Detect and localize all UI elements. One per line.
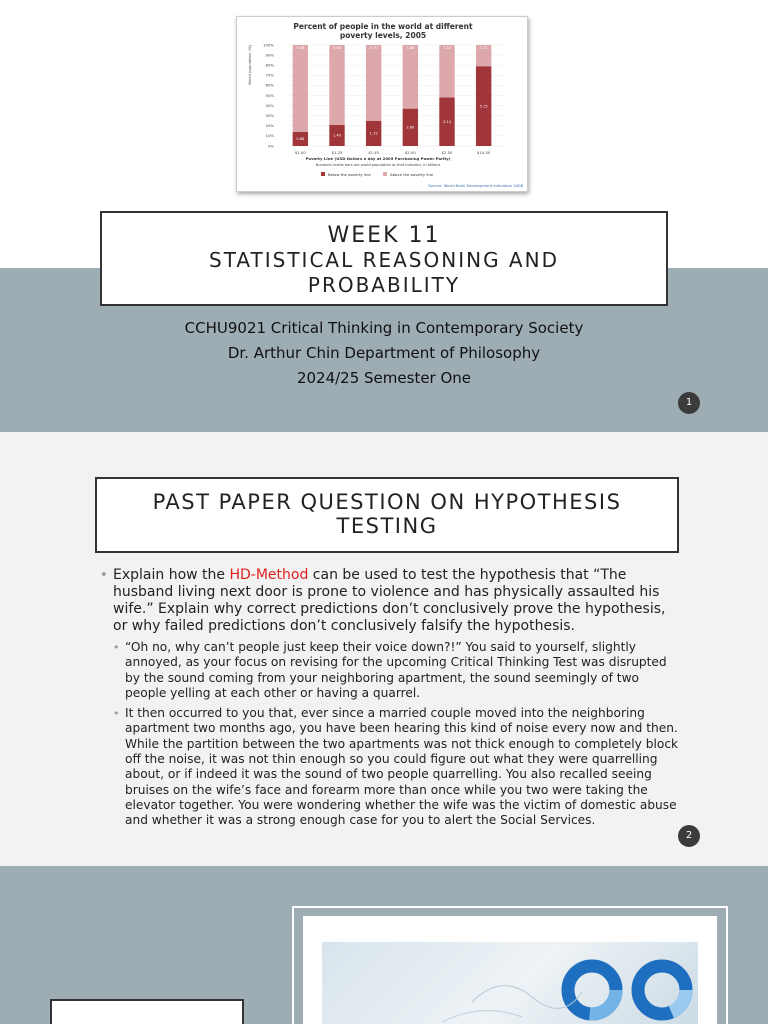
y-tick-label: 70% xyxy=(265,72,274,78)
main-bullet xyxy=(100,567,680,635)
slide-2-title-line2: TESTING xyxy=(336,514,438,538)
chart-xlabel-note: Numbers inside bars are world population at that indicator, in billions xyxy=(315,163,441,167)
bar-label-above: 5.86 xyxy=(332,46,342,50)
topic-title-line1: STATISTICAL REASONING AND xyxy=(209,248,559,272)
hd-method-highlight: HD-Method xyxy=(229,567,309,583)
bar-label-below: 0.88 xyxy=(296,137,305,142)
page-number-badge: 1 xyxy=(678,392,700,414)
course-name: CCHU9021 Critical Thinking in Contemporary Society xyxy=(184,319,584,337)
bar-above xyxy=(439,45,454,98)
poverty-chart xyxy=(236,16,528,192)
y-tick-label: 0% xyxy=(267,143,274,149)
slide-3-title-box xyxy=(50,999,244,1024)
semester: 2024/25 Semester One xyxy=(296,369,472,387)
bar-label-below: 2.60 xyxy=(406,125,415,130)
legend-swatch-above xyxy=(383,172,387,176)
x-tick-label: $1.00 xyxy=(294,150,306,155)
legend-label-above: Above the poverty line xyxy=(390,172,434,177)
slide-1 xyxy=(0,0,768,432)
x-tick-label: $1.25 xyxy=(331,150,343,155)
page-number-badge: 2 xyxy=(678,825,700,847)
course-info xyxy=(0,316,768,391)
bullet-text-post: can be used to test the hypothesis that “The husband living next door is prone to violence and has physically assaulted his wife.” Explain why correct predictions don’t conclusively prove the hypothesis, or why failed predictions don’t conclusively falsify the hypothesis. xyxy=(113,567,666,634)
topic-title-line2: PROBABILITY xyxy=(307,273,461,297)
sub-bullet-1: • “Oh no, why can’t people just keep their voice down?!” You said to yourself, slightly annoyed, as your focus on revising for the upcoming Critical Thinking Test was disrupted by the sound coming from your neighboring apartment, the sound seemingly of two people yelling at each other or having a quarrel. xyxy=(100,640,680,701)
bar-label-below: 5.15 xyxy=(479,104,488,109)
bar-above xyxy=(403,45,418,109)
slide-1-title-box xyxy=(100,211,668,306)
bar-label-above: 1.72 xyxy=(479,46,488,50)
slide-2-title-box xyxy=(95,477,679,553)
donut-chart-icon xyxy=(322,942,698,1024)
y-tick-label: 40% xyxy=(265,102,274,108)
bar-label-below: 1.40 xyxy=(332,133,342,138)
y-tick-label: 80% xyxy=(265,62,274,68)
chart-ylabel: World population (%) xyxy=(247,44,252,86)
bar-label-below: 3.14 xyxy=(442,120,452,125)
y-tick-label: 50% xyxy=(265,92,274,98)
slide-3 xyxy=(0,866,768,1024)
week-title: WEEK 11 xyxy=(327,223,441,248)
bar-label-above: 4.70 xyxy=(369,46,378,50)
chart-title-line2: poverty levels, 2005 xyxy=(339,31,427,40)
y-tick-label: 100% xyxy=(263,42,274,48)
x-tick-label: $10.00 xyxy=(477,150,491,155)
x-tick-label: $1.45 xyxy=(368,150,380,155)
bar-above xyxy=(293,45,308,132)
x-tick-label: $2.00 xyxy=(404,150,416,155)
lecturer-name: Dr. Arthur Chin Department of Philosophy xyxy=(227,344,541,362)
y-tick-label: 60% xyxy=(265,82,274,88)
y-tick-label: 20% xyxy=(265,123,274,129)
legend-swatch-below xyxy=(321,172,325,176)
chart-source: Source: World Bank Development Indicators 2008 xyxy=(428,183,523,188)
y-tick-label: 30% xyxy=(265,113,274,118)
x-tick-label: $2.50 xyxy=(441,150,453,155)
statistics-photo xyxy=(322,942,698,1024)
bullet-list xyxy=(100,567,680,829)
bar-label-above: 3.32 xyxy=(442,46,452,50)
bar-label-above: 3.86 xyxy=(406,46,415,50)
chart-canvas xyxy=(237,17,529,193)
slide-2 xyxy=(0,432,768,866)
bar-label-below: 1.72 xyxy=(369,131,378,136)
legend-label-below: Below the poverty line xyxy=(328,172,371,177)
slide-2-title-line1: PAST PAPER QUESTION ON HYPOTHESIS xyxy=(152,490,622,514)
y-tick-label: 10% xyxy=(265,133,274,139)
bar-above xyxy=(329,45,344,125)
chart-xlabel: Poverty Line (USD Dollars a day at 2005 Purchasing Power Parity) xyxy=(305,156,451,161)
bullet-text-pre: Explain how the xyxy=(113,567,230,583)
bar-label-above: 5.58 xyxy=(296,46,305,50)
y-tick-label: 90% xyxy=(265,52,274,58)
bar-above xyxy=(366,45,381,121)
sub-bullet-2: • It then occurred to you that, ever since a married couple moved into the neighboring apartment two months ago, you have been hearing this kind of noise every now and then. While the partition between the two apartments was not thick enough to completely block off the noise, it was not thin enough so you could figure out what they were quarrelling about, or if indeed it was the sound of two people quarrelling. You also recalled seeing bruises on the wife’s face and forearm more than once while you two were taking the elevator together. You were wondering whether the wife was the victim of domestic abuse and whether it was a strong enough case for you to alert the Social Services. xyxy=(100,706,680,828)
chart-title-line1: Percent of people in the world at different xyxy=(293,22,473,31)
